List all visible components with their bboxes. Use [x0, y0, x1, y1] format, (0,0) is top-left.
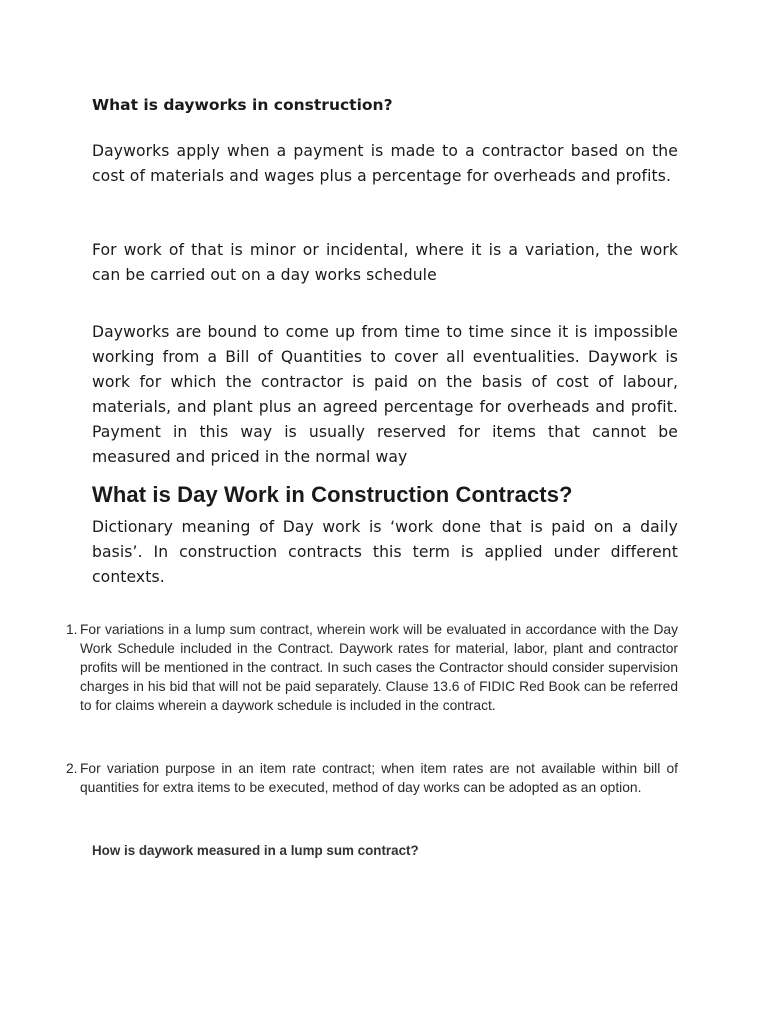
- list-item: [66, 759, 678, 797]
- paragraph-minor-work: For work of that is minor or incidental, where it is a variation, the work can be carried out on a day works schedule: [92, 241, 678, 284]
- paragraph-dictionary-meaning: Dictionary meaning of Day work is ‘work done that is paid on a daily basis’. In construction contracts this term is applied under different contexts.: [92, 518, 678, 586]
- list-item-text: For variation purpose in an item rate contract; when item rates are not available within bill of quantities for extra items to be executed, method of day works can be adopted as an option.: [80, 761, 678, 795]
- list-item: [66, 620, 678, 715]
- heading-day-work-contracts: What is Day Work in Construction Contracts?: [92, 482, 573, 507]
- list-item-number: 2.: [66, 761, 78, 776]
- heading-dayworks-in-construction: What is dayworks in construction?: [92, 96, 393, 114]
- list-item-text: For variations in a lump sum contract, wherein work will be evaluated in accordance with the Day Work Schedule included in the Contract. Daywork rates for material, labor, plant and contractor profits will be mentioned in the contract. In such cases the Contractor should consider supervision charges in his bid that will not be paid separately. Clause 13.6 of FIDIC Red Book can be referred to for claims wherein a daywork schedule is included in the contract.: [80, 622, 678, 713]
- list-item-number: 1.: [66, 622, 78, 637]
- paragraph-bill-of-quantities: Dayworks are bound to come up from time to time since it is impossible working from a Bill of Quantities to cover all eventualities. Daywork is work for which the contractor is paid on the basis of cost of labour, materials, and plant plus an agreed percentage for overheads and profit. Payment in this way is usually reserved for items that cannot be measured and priced in the normal way: [92, 323, 678, 466]
- paragraph-dayworks-payment: Dayworks apply when a payment is made to a contractor based on the cost of materials and wages plus a percentage for overheads and profits.: [92, 142, 678, 185]
- heading-lump-sum-measurement: How is daywork measured in a lump sum contract?: [92, 843, 419, 858]
